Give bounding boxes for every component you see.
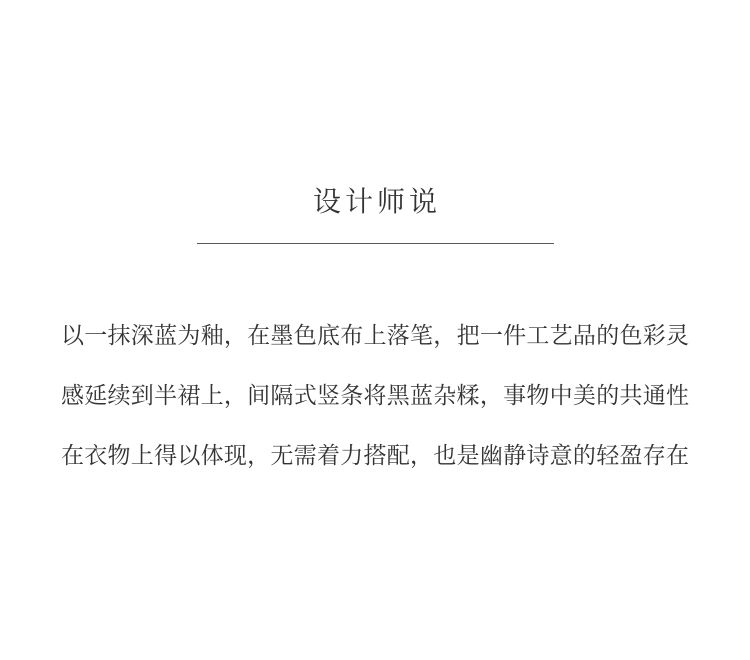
description-line: 以一抹深蓝为釉，在墨色底布上落笔，把一件工艺品的色彩灵	[61, 322, 689, 348]
designer-description	[61, 305, 689, 485]
section-title: 设计师说	[312, 186, 441, 217]
title-underline-divider	[197, 243, 554, 244]
description-line: 在衣物上得以体现，无需着力搭配，也是幽静诗意的轻盈存在	[61, 442, 689, 468]
description-line: 感延续到半裙上，间隔式竖条将黑蓝杂糅，事物中美的共通性	[61, 382, 689, 408]
